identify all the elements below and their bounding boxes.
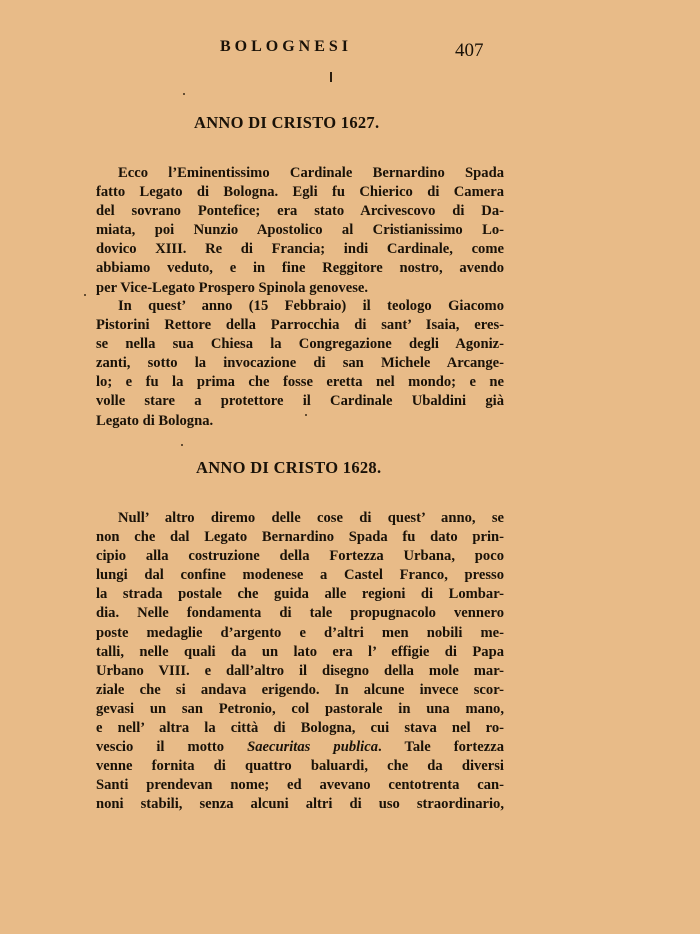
text-line: e nell’ altra la città di Bologna, cui stava nel ro- xyxy=(96,720,504,737)
text-line: volle stare a protettore il Cardinale Ubaldini già xyxy=(96,393,504,410)
text-line: In quest’ anno (15 Febbraio) il teologo Giacomo xyxy=(118,298,504,314)
print-mark xyxy=(330,72,332,82)
paragraph-fortezza-urbana xyxy=(96,509,504,815)
text-line: se nella sua Chiesa la Congregazione degli Agoniz- xyxy=(96,336,504,353)
text-line: lo; e fu la prima che fosse eretta nel mondo; e ne xyxy=(96,374,504,391)
text-line: per Vice-Legato Prospero Spinola genovese. xyxy=(96,279,368,296)
text-line: la strada postale che guida alle regioni di Lombar- xyxy=(96,586,504,603)
text-line: talli, nelle quali da un lato era l’ effigie di Papa xyxy=(96,643,504,660)
text-line: Pistorini Rettore della Parrocchia di sant’ Isaia, eres- xyxy=(96,317,504,334)
page-number: 407 xyxy=(455,40,484,61)
section-heading-1627: ANNO DI CRISTO 1627. xyxy=(194,113,380,132)
text-line: miata, poi Nunzio Apostolico al Cristianissimo Lo- xyxy=(96,222,504,239)
text-line: ziale che si andava erigendo. In alcune invece scor- xyxy=(96,681,504,698)
text-line xyxy=(96,738,504,757)
text-line: Null’ altro diremo delle cose di quest’ anno, se xyxy=(118,510,504,526)
print-speck xyxy=(183,93,185,95)
print-speck xyxy=(84,294,86,296)
text-line: venne fornita di quattro baluardi, che da diversi xyxy=(96,758,504,775)
text-line: gevasi un san Petronio, col pastorale in una mano, xyxy=(96,700,504,717)
paragraph-cardinal-spada xyxy=(96,164,504,298)
text-line: fatto Legato di Bologna. Egli fu Chierico di Camera xyxy=(96,184,504,201)
section-heading-1628: ANNO DI CRISTO 1628. xyxy=(196,458,382,477)
text-fragment: vescio il motto xyxy=(96,739,248,756)
text-line: noni stabili, senza alcuni altri di uso straordinario, xyxy=(96,796,504,813)
text-line: dia. Nelle fondamenta di tale propugnacolo vennero xyxy=(96,605,504,622)
text-line: Urbano VIII. e dall’altro il disegno della mole mar- xyxy=(96,662,504,679)
text-fragment: . Tale fortezza xyxy=(378,739,504,756)
text-line: poste medaglie d’argento e d’altri men nobili me- xyxy=(96,624,504,641)
text-line: Ecco l’Eminentissimo Cardinale Bernardino Spada xyxy=(118,165,504,181)
text-line: abbiamo veduto, e in fine Reggitore nostro, avendo xyxy=(96,260,504,277)
text-line: dovico XIII. Re di Francia; indi Cardinale, come xyxy=(96,241,504,258)
paragraph-congregazione xyxy=(96,297,504,431)
text-line: lungi dal confine modenese a Castel Franco, presso xyxy=(96,567,504,584)
text-line: cipio alla costruzione della Fortezza Urbana, poco xyxy=(96,548,504,565)
print-speck xyxy=(181,444,183,446)
text-line: del sovrano Pontefice; era stato Arcivescovo di Da- xyxy=(96,203,504,220)
running-head: BOLOGNESI xyxy=(220,38,353,55)
text-line: zanti, sotto la invocazione di san Michele Arcange- xyxy=(96,355,504,372)
text-line: non che dal Legato Bernardino Spada fu dato prin- xyxy=(96,529,504,546)
italic-motto: Saecuritas publica xyxy=(247,739,379,756)
text-line: Legato di Bologna. xyxy=(96,412,214,429)
text-line: Santi prendevan nome; ed avevano centotrenta can- xyxy=(96,777,504,794)
